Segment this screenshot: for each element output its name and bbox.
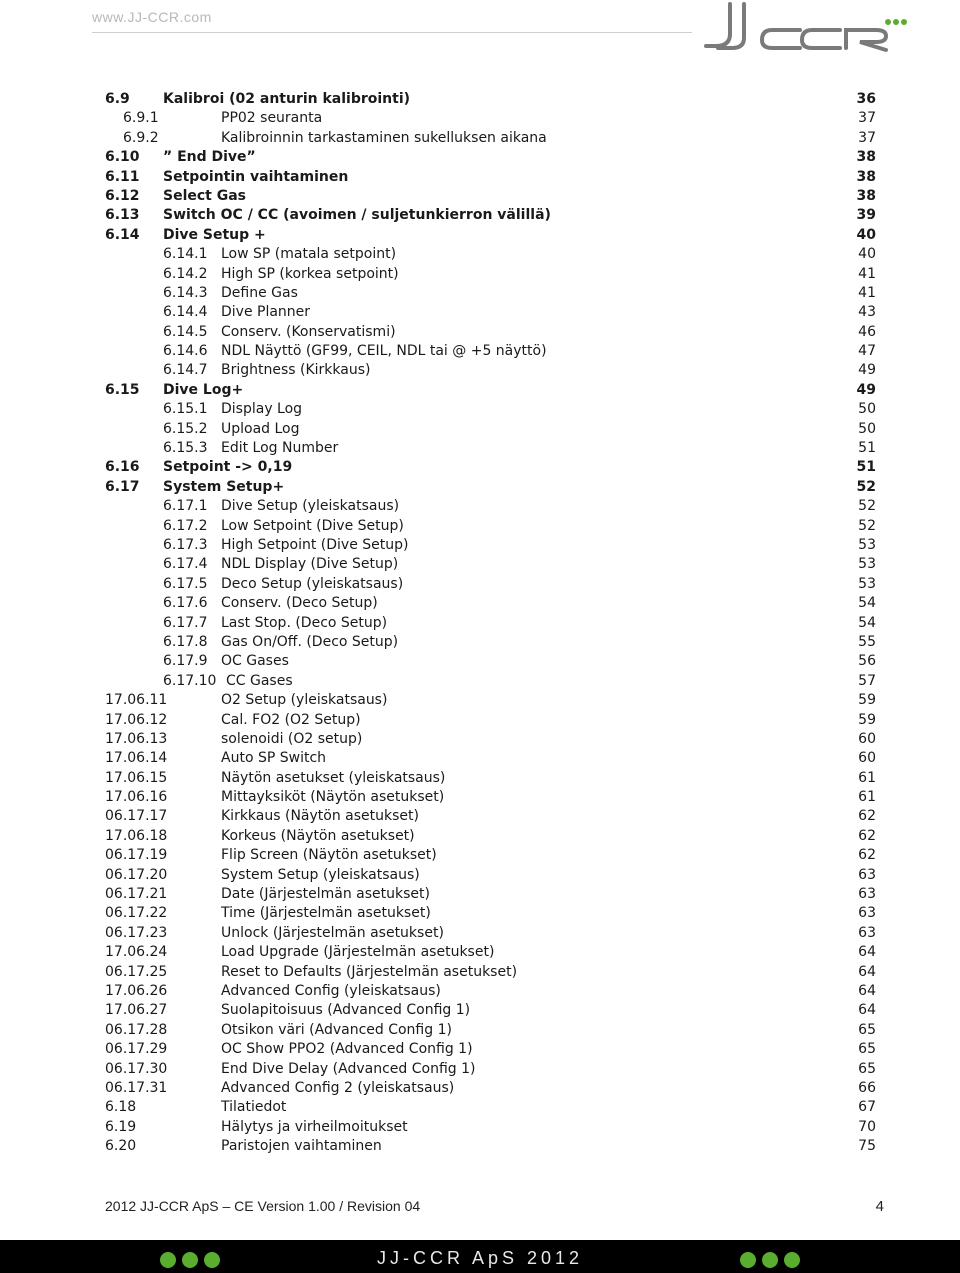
toc-entry[interactable] <box>0 749 960 768</box>
toc-entry[interactable] <box>0 439 960 458</box>
toc-title: ” End Dive” <box>163 149 256 166</box>
toc-title: Select Gas <box>163 187 247 204</box>
toc-entry[interactable] <box>0 420 960 439</box>
toc-page: 60 <box>858 750 876 767</box>
toc-number: 17.06.18 <box>105 827 168 844</box>
toc-page: 64 <box>858 944 876 961</box>
toc-number: 6.14.6 <box>163 343 208 360</box>
toc-entry[interactable] <box>0 807 960 826</box>
toc-page: 59 <box>858 711 876 728</box>
toc-entry[interactable] <box>0 187 960 206</box>
toc-number: 17.06.26 <box>105 982 168 999</box>
toc-number: 06.17.17 <box>105 808 168 825</box>
toc-number: 06.17.25 <box>105 963 168 980</box>
toc-page: 38 <box>856 149 876 166</box>
toc-page: 61 <box>858 789 876 806</box>
toc-entry[interactable] <box>0 1001 960 1020</box>
page-number: 4 <box>875 1198 884 1215</box>
toc-number: 6.9 <box>105 91 130 107</box>
toc-number: 6.14 <box>105 226 140 243</box>
toc-entry[interactable] <box>0 206 960 225</box>
toc-number: 06.17.20 <box>105 866 168 883</box>
toc-title: Brightness (Kirkkaus) <box>221 362 371 379</box>
toc-page: 40 <box>856 226 876 243</box>
toc-number: 6.12 <box>105 187 140 204</box>
toc-number: 6.17.1 <box>163 498 208 515</box>
toc-title: Kirkkaus (Näytön asetukset) <box>221 808 419 825</box>
footer-text: 2012 JJ-CCR ApS – CE Version 1.00 / Revision 04 <box>105 1198 421 1214</box>
toc-entry[interactable] <box>0 245 960 264</box>
toc-number: 6.14.3 <box>163 284 208 301</box>
toc-number: 6.15.3 <box>163 440 208 457</box>
toc-page: 37 <box>858 129 876 146</box>
toc-page: 52 <box>858 517 876 534</box>
toc-title: Low Setpoint (Dive Setup) <box>221 517 404 534</box>
toc-number: 6.9.1 <box>123 110 159 127</box>
toc-entry[interactable] <box>0 1079 960 1098</box>
toc-title: Define Gas <box>221 284 298 301</box>
toc-number: 6.17.4 <box>163 556 208 573</box>
toc-number: 6.17.10 <box>163 672 217 689</box>
toc-title: Otsikon väri (Advanced Config 1) <box>221 1021 452 1038</box>
toc-entry[interactable] <box>0 788 960 807</box>
toc-page: 41 <box>858 265 876 282</box>
toc-number: 6.17.2 <box>163 517 208 534</box>
dot-icon <box>784 1252 800 1268</box>
toc-number: 6.15 <box>105 381 140 398</box>
toc-entry[interactable] <box>0 109 960 128</box>
toc-page: 65 <box>858 1060 876 1077</box>
toc-number: 6.14.2 <box>163 265 208 282</box>
toc-number: 6.14.7 <box>163 362 208 379</box>
toc-page: 75 <box>858 1138 876 1155</box>
toc-number: 6.17.8 <box>163 633 208 650</box>
toc-page: 54 <box>858 595 876 612</box>
toc-title: End Dive Delay (Advanced Config 1) <box>221 1060 476 1077</box>
toc-entry[interactable] <box>0 90 960 109</box>
toc-page: 63 <box>858 924 876 941</box>
toc-number: 6.18 <box>105 1099 137 1116</box>
footer-dots-right <box>740 1252 804 1268</box>
toc-page: 38 <box>856 187 876 204</box>
toc-page: 46 <box>858 323 876 340</box>
toc-number: 06.17.30 <box>105 1060 168 1077</box>
toc-title: Dive Log+ <box>163 381 244 398</box>
toc-page: 38 <box>856 168 876 185</box>
toc-entry[interactable] <box>0 458 960 477</box>
toc-number: 6.16 <box>105 459 140 476</box>
toc-page: 41 <box>858 284 876 301</box>
toc-entry[interactable] <box>0 924 960 943</box>
toc-page: 52 <box>858 498 876 515</box>
toc-number: 06.17.29 <box>105 1041 168 1058</box>
toc-page: 63 <box>858 905 876 922</box>
table-of-contents <box>0 90 960 1156</box>
toc-entry[interactable] <box>0 1040 960 1059</box>
toc-number: 6.20 <box>105 1138 137 1155</box>
toc-page: 65 <box>858 1021 876 1038</box>
toc-entry[interactable] <box>0 1021 960 1040</box>
toc-title: System Setup+ <box>163 478 285 495</box>
toc-page: 67 <box>858 1099 876 1116</box>
toc-entry[interactable] <box>0 594 960 613</box>
toc-page: 66 <box>858 1079 876 1096</box>
toc-entry[interactable] <box>0 633 960 652</box>
toc-page: 53 <box>858 556 876 573</box>
toc-number: 6.14.4 <box>163 304 208 321</box>
toc-page: 64 <box>858 982 876 999</box>
toc-title: Dive Planner <box>221 304 311 321</box>
toc-number: 6.9.2 <box>123 129 159 146</box>
toc-number: 06.17.31 <box>105 1079 168 1096</box>
toc-number: 17.06.12 <box>105 711 168 728</box>
toc-page: 40 <box>858 246 876 263</box>
toc-title: NDL Näyttö (GF99, CEIL, NDL tai @ +5 näyttö) <box>221 343 547 360</box>
toc-entry[interactable] <box>0 342 960 361</box>
toc-title: Reset to Defaults (Järjestelmän asetukset) <box>221 963 518 980</box>
toc-page: 53 <box>858 575 876 592</box>
toc-page: 49 <box>856 381 876 398</box>
toc-number: 6.14.1 <box>163 246 208 263</box>
toc-page: 60 <box>858 730 876 747</box>
toc-title: OC Show PPO2 (Advanced Config 1) <box>221 1041 473 1058</box>
toc-number: 06.17.19 <box>105 847 168 864</box>
toc-page: 63 <box>858 866 876 883</box>
toc-entry[interactable] <box>0 769 960 788</box>
toc-title: Date (Järjestelmän asetukset) <box>221 886 430 903</box>
toc-entry[interactable] <box>0 982 960 1001</box>
toc-page: 50 <box>858 420 876 437</box>
toc-number: 17.06.27 <box>105 1002 168 1019</box>
toc-title: Kalibroinnin tarkastaminen sukelluksen aikana <box>221 129 547 146</box>
toc-entry[interactable] <box>0 963 960 982</box>
toc-entry[interactable] <box>0 652 960 671</box>
toc-entry[interactable] <box>0 517 960 536</box>
toc-title: Edit Log Number <box>221 440 339 457</box>
toc-title: Switch OC / CC (avoimen / suljetunkierron välillä) <box>163 207 551 224</box>
toc-title: Tilatiedot <box>221 1099 287 1116</box>
toc-number: 6.17.7 <box>163 614 208 631</box>
toc-entry[interactable] <box>0 575 960 594</box>
toc-title: Unlock (Järjestelmän asetukset) <box>221 924 444 941</box>
toc-number: 6.15.2 <box>163 420 208 437</box>
toc-page: 47 <box>858 343 876 360</box>
toc-entry[interactable] <box>0 846 960 865</box>
toc-entry[interactable] <box>0 265 960 284</box>
toc-title: Dive Setup + <box>163 226 266 243</box>
toc-entry[interactable] <box>0 226 960 245</box>
toc-number: 6.17.9 <box>163 653 208 670</box>
toc-title: Low SP (matala setpoint) <box>221 246 397 263</box>
toc-page: 70 <box>858 1118 876 1135</box>
toc-entry[interactable] <box>0 1060 960 1079</box>
toc-entry[interactable] <box>0 536 960 555</box>
toc-number: 17.06.14 <box>105 750 168 767</box>
toc-number: 17.06.16 <box>105 789 168 806</box>
toc-page: 43 <box>858 304 876 321</box>
toc-title: OC Gases <box>221 653 289 670</box>
toc-title: Last Stop. (Deco Setup) <box>221 614 388 631</box>
toc-number: 06.17.23 <box>105 924 168 941</box>
toc-page: 59 <box>858 692 876 709</box>
toc-entry[interactable] <box>0 866 960 885</box>
toc-entry[interactable] <box>0 303 960 322</box>
header-rule <box>92 32 692 33</box>
toc-entry[interactable] <box>0 284 960 303</box>
toc-title: Setpoint -> 0,19 <box>163 459 293 476</box>
toc-number: 17.06.11 <box>105 692 168 709</box>
toc-entry[interactable] <box>0 400 960 419</box>
toc-title: Flip Screen (Näytön asetukset) <box>221 847 437 864</box>
toc-entry[interactable] <box>0 1098 960 1117</box>
toc-title: Gas On/Off. (Deco Setup) <box>221 633 399 650</box>
toc-title: O2 Setup (yleiskatsaus) <box>221 692 388 709</box>
toc-number: 17.06.24 <box>105 944 168 961</box>
toc-number: 6.14.5 <box>163 323 208 340</box>
toc-title: Hälytys ja virheilmoitukset <box>221 1118 408 1135</box>
toc-page: 63 <box>858 886 876 903</box>
toc-title: Paristojen vaihtaminen <box>221 1138 382 1155</box>
toc-page: 51 <box>856 459 876 476</box>
toc-entry[interactable] <box>0 885 960 904</box>
toc-title: Setpointin vaihtaminen <box>163 168 349 185</box>
toc-entry[interactable] <box>0 361 960 380</box>
toc-entry[interactable] <box>0 148 960 167</box>
toc-title: Conserv. (Konservatismi) <box>221 323 396 340</box>
toc-number: 6.15.1 <box>163 401 208 418</box>
toc-page: 52 <box>856 478 876 495</box>
toc-entry[interactable] <box>0 730 960 749</box>
toc-title: High Setpoint (Dive Setup) <box>221 536 409 553</box>
toc-number: 06.17.28 <box>105 1021 168 1038</box>
toc-page: 61 <box>858 769 876 786</box>
toc-title: Korkeus (Näytön asetukset) <box>221 827 415 844</box>
footer-bar <box>0 1240 960 1273</box>
toc-title: Advanced Config 2 (yleiskatsaus) <box>221 1079 455 1096</box>
header-url: www.JJ-CCR.com <box>92 9 212 25</box>
toc-page: 62 <box>858 827 876 844</box>
toc-page: 39 <box>856 207 876 224</box>
toc-page: 64 <box>858 1002 876 1019</box>
toc-number: 6.11 <box>105 168 140 185</box>
toc-page: 54 <box>858 614 876 631</box>
toc-title: Load Upgrade (Järjestelmän asetukset) <box>221 944 495 961</box>
toc-entry[interactable] <box>0 497 960 516</box>
toc-entry[interactable] <box>0 1137 960 1156</box>
dot-icon <box>740 1252 756 1268</box>
toc-entry[interactable] <box>0 1118 960 1137</box>
toc-entry[interactable] <box>0 672 960 691</box>
toc-entry[interactable] <box>0 555 960 574</box>
toc-number: 6.17.5 <box>163 575 208 592</box>
toc-title: Kalibroi (02 anturin kalibrointi) <box>163 91 411 107</box>
toc-page: 62 <box>858 808 876 825</box>
toc-page: 56 <box>858 653 876 670</box>
toc-entry[interactable] <box>0 691 960 710</box>
toc-page: 62 <box>858 847 876 864</box>
toc-number: 6.17.3 <box>163 536 208 553</box>
footer-brand: JJ-CCR ApS 2012 <box>376 1248 584 1268</box>
toc-title: CC Gases <box>226 672 293 689</box>
toc-title: Dive Setup (yleiskatsaus) <box>221 498 400 515</box>
toc-number: 06.17.21 <box>105 886 168 903</box>
toc-number: 6.10 <box>105 149 140 166</box>
toc-entry[interactable] <box>0 381 960 400</box>
toc-title: Näytön asetukset (yleiskatsaus) <box>221 769 446 786</box>
toc-number: 17.06.13 <box>105 730 168 747</box>
toc-page: 36 <box>856 91 876 107</box>
toc-entry[interactable] <box>0 168 960 187</box>
toc-entry[interactable] <box>0 614 960 633</box>
toc-number: 6.13 <box>105 207 140 224</box>
toc-page: 50 <box>858 401 876 418</box>
toc-title: Deco Setup (yleiskatsaus) <box>221 575 404 592</box>
toc-page: 64 <box>858 963 876 980</box>
toc-page: 37 <box>858 110 876 127</box>
toc-entry[interactable] <box>0 323 960 342</box>
toc-title: Cal. FO2 (O2 Setup) <box>221 711 361 728</box>
dot-icon <box>762 1252 778 1268</box>
toc-page: 51 <box>858 440 876 457</box>
toc-number: 6.19 <box>105 1118 137 1135</box>
toc-entry[interactable] <box>0 904 960 923</box>
jjccr-logo <box>700 0 910 58</box>
toc-number: 6.17.6 <box>163 595 208 612</box>
toc-title: Auto SP Switch <box>221 750 327 767</box>
toc-title: System Setup (yleiskatsaus) <box>221 866 420 883</box>
toc-title: Mittayksiköt (Näytön asetukset) <box>221 789 445 806</box>
toc-title: Conserv. (Deco Setup) <box>221 595 378 612</box>
toc-title: Time (Järjestelmän asetukset) <box>221 905 431 922</box>
toc-number: 06.17.22 <box>105 905 168 922</box>
toc-entry[interactable] <box>0 711 960 730</box>
toc-title: Upload Log <box>221 420 300 437</box>
toc-page: 49 <box>858 362 876 379</box>
toc-title: Advanced Config (yleiskatsaus) <box>221 982 441 999</box>
toc-entry[interactable] <box>0 827 960 846</box>
toc-number: 17.06.15 <box>105 769 168 786</box>
toc-entry[interactable] <box>0 943 960 962</box>
toc-page: 55 <box>858 633 876 650</box>
toc-title: High SP (korkea setpoint) <box>221 265 399 282</box>
toc-page: 53 <box>858 536 876 553</box>
toc-title: Suolapitoisuus (Advanced Config 1) <box>221 1002 471 1019</box>
toc-page: 65 <box>858 1041 876 1058</box>
toc-number: 6.17 <box>105 478 140 495</box>
toc-title: PP02 seuranta <box>221 110 323 127</box>
toc-entry[interactable] <box>0 129 960 148</box>
toc-title: solenoidi (O2 setup) <box>221 730 363 747</box>
toc-entry[interactable] <box>0 478 960 497</box>
toc-title: NDL Display (Dive Setup) <box>221 556 399 573</box>
toc-title: Display Log <box>221 401 303 418</box>
toc-page: 57 <box>858 672 876 689</box>
